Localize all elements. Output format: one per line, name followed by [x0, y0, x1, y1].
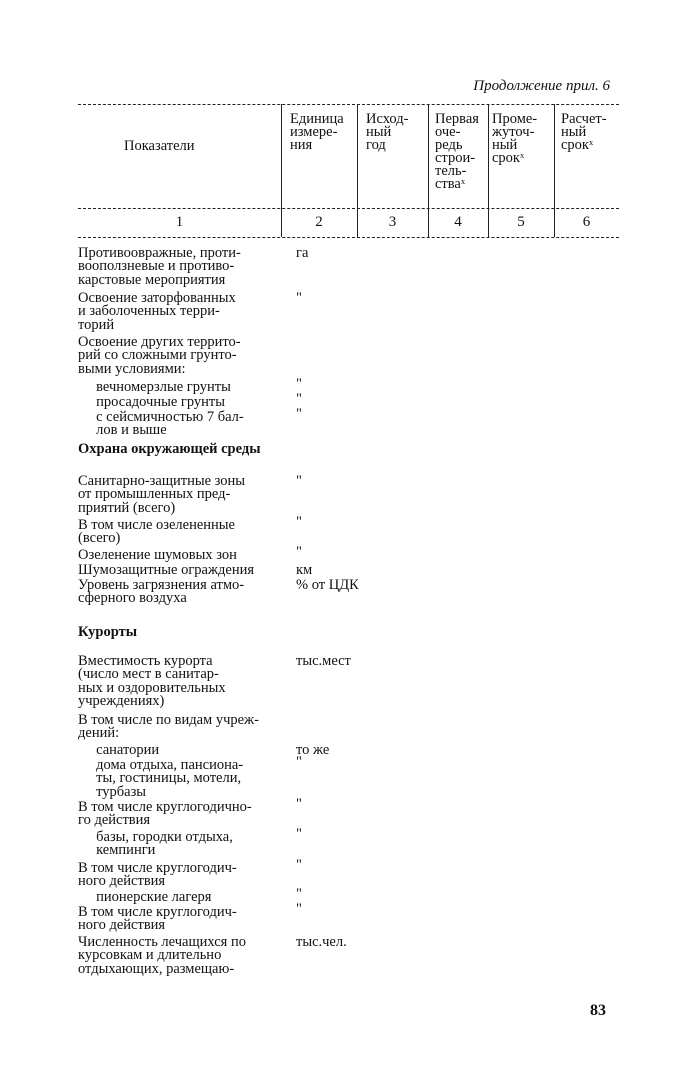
section-heading-resorts: Курорты [78, 624, 138, 640]
page-number: 83 [590, 1002, 606, 1019]
indicator-label: Шумозащитные ограждения [78, 562, 255, 578]
indicator-label: Освоение других террито- рий со сложными грунто- выми условиями: [78, 334, 241, 377]
col-number-6: 6 [582, 214, 591, 230]
unit-value: " [296, 290, 302, 306]
col-header-indicators: Показатели [124, 138, 195, 154]
indicator-label: Численность лечащихся по курсовкам и длительно отдыхающих, размещаю- [78, 934, 246, 977]
indicator-label: В том числе круглогодично- го действия [78, 799, 252, 829]
unit-value: то же [296, 742, 330, 758]
unit-value: " [296, 391, 302, 407]
unit-value: " [296, 406, 302, 422]
unit-value: тыс.чел. [296, 934, 347, 950]
col-number-5: 5 [517, 214, 525, 230]
unit-value: тыс.мест [296, 653, 351, 669]
col-number-3: 3 [388, 214, 397, 230]
continuation-label: Продолжение прил. 6 [473, 78, 610, 94]
section-heading-environment: Охрана окружающей среды [78, 441, 261, 457]
col-header-design-term: Расчет- ный срокˣ [561, 111, 607, 153]
unit-value: " [296, 544, 302, 560]
unit-value: км [296, 562, 313, 578]
table-top-rule [78, 104, 619, 105]
col-header-unit: Единица измере- ния [290, 111, 344, 153]
indicator-label: Санитарно-защитные зоны от промышленных пред- приятий (всего) [78, 473, 246, 516]
indicator-label: В том числе по видам учреж- дений: [78, 712, 259, 742]
col-number-2: 2 [315, 214, 323, 230]
indicator-label: пионерские лагеря [78, 889, 212, 905]
col-header-first-stage: Первая оче- редь строи- тель- стваˣ [435, 111, 479, 192]
indicator-label: санатории [78, 742, 160, 758]
col-number-1: 1 [175, 214, 184, 230]
unit-value: га [296, 245, 309, 261]
indicator-label: В том числе круглогодич- ного действия [78, 904, 237, 934]
unit-value: " [296, 826, 302, 842]
indicator-label: Освоение заторфованных и заболоченных терри- торий [78, 290, 236, 333]
indicator-label: с сейсмичностью 7 бал- лов и выше [96, 409, 244, 439]
indicator-label: дома отдыха, пансиона- ты, гостиницы, мотели, турбазы [96, 757, 244, 800]
header-rule [78, 208, 619, 209]
indicator-label: Озеленение шумовых зон [78, 547, 237, 563]
indicator-label: просадочные грунты [78, 394, 225, 410]
unit-value: " [296, 796, 302, 812]
indicator-label: Вместимость курорта (число мест в санитар- ных и оздоровительных учреждениях) [78, 653, 226, 709]
unit-value: " [296, 473, 302, 489]
col-header-intermediate: Проме- жуточ- ный срокˣ [492, 111, 538, 166]
unit-value: " [296, 901, 302, 917]
col-header-base-year: Исход- ный год [366, 111, 409, 153]
col-number-4: 4 [454, 214, 462, 230]
unit-value: " [296, 754, 302, 770]
indicator-label: В том числе круглогодич- ного действия [78, 860, 237, 890]
indicator-label: вечномерзлые грунты [78, 379, 231, 395]
indicator-label: базы, городки отдыха, кемпинги [96, 829, 233, 859]
indicator-label: Уровень загрязнения атмо- сферного воздуха [78, 577, 245, 607]
indicator-label: Противоовражные, проти- вооползневые и противо- карстовые мероприятия [78, 245, 241, 288]
indicator-label: В том числе озелененные (всего) [78, 517, 235, 547]
unit-value: " [296, 857, 302, 873]
unit-value: " [296, 514, 302, 530]
unit-value: " [296, 376, 302, 392]
number-row-rule [78, 237, 619, 238]
unit-value: % от ЦДК [296, 577, 359, 593]
unit-value: " [296, 886, 302, 902]
